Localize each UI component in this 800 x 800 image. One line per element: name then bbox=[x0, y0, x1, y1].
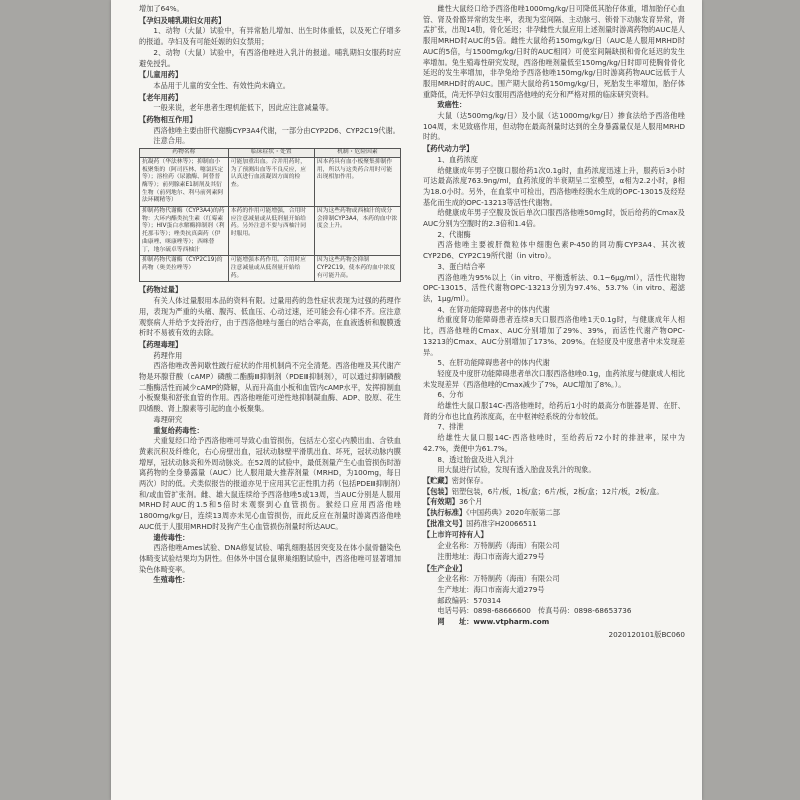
overdose-paragraph: 有关人体过量服用本品的资料有限。过量用药的急性症状表现为过强的药理作用，表现为严重的头痛、腹泻、低血压、心动过速，还可能会有心律不齐。应注意观察病人并给予支持治疗，由于西洛他唑与蛋白的结合率高，在血液透析和腹膜透析时不易被有效的去除。 bbox=[139, 296, 401, 338]
maker-addr-line bbox=[423, 585, 685, 596]
table-header-cell: 药物名称 bbox=[140, 149, 229, 158]
subheading-toxicology-study: 毒理研究 bbox=[153, 414, 183, 424]
pk-subheading-3: 3、蛋白结合率 bbox=[437, 261, 486, 271]
section-heading-elderly: 【老年用药】 bbox=[139, 92, 183, 102]
maker-phone-line bbox=[423, 606, 685, 617]
table-cell-symptom: 可能增强本药作用。合用时应注意减量或从低剂量开始给药。 bbox=[228, 256, 314, 282]
genotoxicity-paragraph: 西洛他唑Ames试验、DNA修复试验、哺乳细胞基因突变及在体小鼠骨髓染色体畸变试验结果均为阴性。但体外中国仓鼠卵巢细胞试验中，西洛他唑可显著增加染色体畸变率。 bbox=[139, 543, 401, 574]
maker-zip-line bbox=[423, 596, 685, 607]
table-row bbox=[140, 207, 401, 256]
section-heading-approval: 【批准文号】 bbox=[423, 518, 467, 528]
mah-addr: 海口市南海大道279号 bbox=[473, 551, 545, 561]
repeat-dose-paragraph: 犬重复经口给予西洛他唑可导致心血管损伤，包括左心室心内膜出血、含铁血黄素沉积及纤维化，右心房壁出血，冠状动脉壁平滑肌出血、坏死，冠状动脉内膜增厚，冠状动脉炎和外周动脉炎。在52周的试验中，最低剂量产生心血管损伤时游离药物的全身暴露量（AUC）比人服用最大推荐剂量（MRHD，为100mg，每日两次）时的低。犬类似报告的报道亦见于应用其它正性肌力药（包括PDEⅢ抑制剂）和/或血管扩张剂。雌、雄大鼠连续给予西洛他唑5或13周，当AUC分别是人服用MRHD时AUC的1.5和5倍时未观察到心血管损伤。猴经口应用西洛他唑1800mg/kg/日，连续13周亦未见心血管损伤，而此反应在剂量时游离西洛他唑AUC低于人服用MRHD时及狗产生心血管损伤剂量时所达AUC。 bbox=[139, 436, 401, 531]
approval-line bbox=[423, 519, 685, 530]
section-heading-standard: 【执行标准】 bbox=[423, 508, 467, 518]
pk-paragraph-5: 给重度肾功能障碍患者连续8天口服西洛他唑1天0.1g时，与健康成年人相比，西洛他唑的Cmax、AUC分别增加了29%、39%，而活性代谢产物OPC-13213的Cmax、AUC分别增加了173%、209%。在轻度及中度患者中未发现差异。 bbox=[423, 315, 685, 357]
section-heading-pharmacokinetics: 【药代动力学】 bbox=[423, 144, 474, 154]
prior-text-line: 增加了64%。 bbox=[139, 4, 184, 13]
maker-web-label: 网 址： bbox=[437, 617, 474, 627]
pk-subheading-7: 7、排泄 bbox=[437, 422, 464, 432]
table-header-row bbox=[140, 149, 401, 158]
table-cell-mechanism: 因为这些药物或西柚汁的成分会抑制CYP3A4，本药的血中浓度会上升。 bbox=[314, 207, 400, 256]
table-row bbox=[140, 157, 401, 206]
pk-paragraph-2: 给健康成年男子空腹及饭后单次口服西洛他唑50mg时，饭后给药的Cmax及AUC分别为空腹时的2.3倍和1.4倍。 bbox=[423, 208, 685, 229]
table-cell-drug: 抗凝药（华法林等）；抑制血小板聚集的（阿司匹林、噻氯匹定等）；溶栓药（尿激酶、阿替普酶等）；前列腺素E1制剂及其衍生物（前列地尔、利马前列素阿法环糊精等） bbox=[140, 157, 229, 206]
table-cell-symptom: 可能加重出血。合并用药时，为了预测出血等不良反应，应认真进行血液凝固方面的检查。 bbox=[228, 157, 314, 206]
drug-interaction-table bbox=[139, 148, 401, 282]
pharmacology-paragraph: 西洛他唑改善间歇性跛行症状的作用机制尚不完全清楚。西洛他唑及其代谢产物是环腺苷酸（cAMP）磷酸二酯酶Ⅲ抑制剂（PDEⅢ抑制剂），可以通过抑制磷酸二酯酶活性而减少cAMP的降解，从而升高血小板和血管内cAMP水平，发挥抑制血小板聚集和舒张血管的作用。西洛他唑能可逆性地抑制凝血酶、ADP、胶原、花生四烯酸、肾上腺素等引起的血小板聚集。 bbox=[139, 361, 401, 414]
validity-text: 36个月 bbox=[458, 497, 483, 507]
package-insert-sheet bbox=[111, 0, 702, 800]
table-cell-mechanism: 因本药具有血小板聚集抑制作用，所以与这类药合用时可能出现相加作用。 bbox=[314, 157, 400, 206]
version-code: 2020120101版BC060 bbox=[608, 629, 685, 639]
mah-name-label: 企业名称： bbox=[437, 541, 474, 551]
table-row bbox=[140, 256, 401, 282]
section-heading-children: 【儿童用药】 bbox=[139, 70, 183, 80]
pk-paragraph-6: 轻度及中度肝功能障碍患者单次口服西洛他唑0.1g，血药浓度与健康成人相比未发现差异（西洛他唑的Cmax减少了7%，AUC增加了8%。）。 bbox=[423, 368, 685, 389]
maker-web-line bbox=[423, 617, 685, 628]
maker-fax: 0898-68653736 bbox=[573, 606, 632, 616]
maker-zip: 570314 bbox=[473, 595, 501, 605]
pregnancy-paragraph-2: 2、动物（大鼠）试验中，有西洛他唑进入乳汁的报道。哺乳期妇女服药时应避免授乳。 bbox=[139, 47, 401, 68]
pk-paragraph-3: 西洛他唑主要被肝微粒体中细胞色素P-450的同功酶CYP3A4、其次被CYP2D6、CYP2C19所代谢（in vitro）。 bbox=[423, 240, 685, 261]
pk-subheading-4: 4、在肾功能障碍患者中的体内代谢 bbox=[437, 304, 550, 314]
mah-addr-line bbox=[423, 552, 685, 563]
validity-line bbox=[423, 497, 685, 508]
pk-subheading-8: 8、透过胎盘及进入乳汁 bbox=[437, 454, 514, 464]
reproductive-paragraph: 雌性大鼠经口给予西洛他唑1000mg/kg/日可降低其胎仔体重，增加胎仔心血管、肾及骨骼异常的发生率，表现为室间隔、主动脉弓、锁骨下动脉发育异常，肾盂扩张，出现14肋，骨化延迟；非孕雌性大鼠应用上述剂量时游离药物的AUC是人服用MRHD时AUC的5倍。雌性大鼠给药150mg/kg/日（AUC是人服用MRHD时AUC的5倍，与1500mg/kg/日时的AUC相同）可使室间隔缺损和骨化延迟的发生率增加。兔生殖毒性研究发现，西洛他唑剂量低至150mg/kg/日时即可使胸骨骨化延迟的发生率增加，非孕兔给予西洛他唑150mg/kg/日时游离药物AUC远低于人服用MRHD时的AUC。围产期大鼠给药150mg/kg/日，死胎发生率增加，胎仔体重降低，尚无怀孕妇女服用西洛他唑的充分和严格对照的临床研究资料。 bbox=[423, 4, 685, 99]
maker-phone: 0898-68666600 bbox=[473, 606, 531, 616]
maker-name-label: 企业名称： bbox=[437, 574, 474, 584]
maker-addr-label: 生产地址： bbox=[437, 584, 474, 594]
standard-line bbox=[423, 508, 685, 519]
interaction-note: 注意合用。 bbox=[153, 136, 190, 146]
subheading-carcinogenicity: 致癌性： bbox=[437, 100, 467, 110]
maker-phone-label: 电话号码： bbox=[437, 606, 474, 616]
approval-text: 国药准字H20066511 bbox=[466, 518, 537, 528]
subheading-repeat-dose: 重复给药毒性： bbox=[153, 425, 204, 435]
pregnancy-paragraph-1: 1、动物（大鼠）试验中，有异常胎儿增加、出生时体重低，以及死亡仔增多的报道。孕妇及有可能妊娠的妇女禁用； bbox=[139, 26, 401, 47]
section-heading-validity: 【有效期】 bbox=[423, 497, 459, 507]
elderly-paragraph: 一般来说，老年患者生理机能低下，因此应注意减量等。 bbox=[153, 103, 334, 113]
interaction-paragraph: 西洛他唑主要由肝代谢酶CYP3A4代谢，一部分由CYP2D6、CYP2C19代谢。 bbox=[153, 125, 400, 135]
section-heading-overdose: 【药物过量】 bbox=[139, 285, 183, 295]
left-column bbox=[139, 4, 401, 586]
table-header-cell: 机制・危险因素 bbox=[314, 149, 400, 158]
table-cell-symptom: 本药的作用可能增强，合用时应注意减量或从低剂量开始给药。另外注意不要与西柚汁同时服用。 bbox=[228, 207, 314, 256]
children-paragraph: 本品用于儿童的安全性、有效性尚未确立。 bbox=[153, 80, 290, 90]
storage-line bbox=[423, 476, 685, 487]
subheading-reproductive: 生殖毒性： bbox=[153, 575, 190, 585]
pk-paragraph-1: 给健康成年男子空腹口服给药1次0.1g时，血药浓度迅速上升，服药后3小时可达最高浓度763.9ng/ml，血药浓度的半衰期呈二室模型，α相为2.2小时，β相为18.0小时。另外，在血浆中可检出，西洛他唑经脱水生成的OPC-13015及经羟基化而生成的OPC-13213等活性代谢物。 bbox=[423, 165, 685, 207]
section-heading-manufacturer: 【生产企业】 bbox=[423, 563, 467, 573]
right-column bbox=[423, 4, 685, 640]
maker-fax-label: 传真号码： bbox=[538, 606, 574, 616]
section-heading-interaction: 【药物相互作用】 bbox=[139, 115, 197, 125]
subheading-pharmacology: 药理作用 bbox=[153, 350, 183, 360]
table-cell-drug: 抑制药物代谢酶（CYP3A4)的药物：大环内酯类抗生素（红霉素等）；HIV蛋白水解酶抑制剂（利托那韦等）；唑类抗真菌药（伊曲康唑、咪康唑等）；西咪替丁，地尔硫卓等西柚汁 bbox=[140, 207, 229, 256]
table-cell-mechanism: 因为这些药物会抑制CYP2C19，使本药的血中浓度有可能升高。 bbox=[314, 256, 400, 282]
section-heading-mah: 【上市许可持有人】 bbox=[423, 530, 488, 540]
pk-subheading-6: 6、分布 bbox=[437, 390, 464, 400]
section-heading-pregnancy: 【孕妇及哺乳期妇女用药】 bbox=[139, 15, 226, 25]
maker-addr: 海口市南海大道279号 bbox=[473, 584, 545, 594]
table-cell-drug: 抑制药物代谢酶（CYP2C19)的药物（奥美拉唑等） bbox=[140, 256, 229, 282]
maker-name: 万特制药（海南）有限公司 bbox=[473, 574, 560, 584]
subheading-genotoxicity: 遗传毒性： bbox=[153, 532, 190, 542]
carcinogenicity-paragraph: 大鼠（达500mg/kg/日）及小鼠（达1000mg/kg/日）掺食法给予西洛他唑104周，未见致癌作用，但动物在最高剂量时达到的全身暴露量仅是人服用MRHD时的。 bbox=[423, 111, 685, 142]
package-text: 铝塑包装，6片/板，1板/盒；6片/板，2板/盒；12片/板，2板/盒。 bbox=[451, 486, 664, 496]
maker-zip-label: 邮政编码： bbox=[437, 595, 474, 605]
package-line bbox=[423, 487, 685, 498]
section-heading-package: 【包装】 bbox=[423, 486, 452, 496]
pk-subheading-1: 1、血药浓度 bbox=[437, 154, 478, 164]
storage-text: 密封保存。 bbox=[451, 475, 488, 485]
section-heading-storage: 【贮藏】 bbox=[423, 475, 452, 485]
standard-text: 《中国药典》2020年版第二部 bbox=[466, 508, 560, 518]
mah-name-line bbox=[423, 541, 685, 552]
pk-subheading-5: 5、在肝功能障碍患者中的体内代谢 bbox=[437, 358, 550, 368]
pk-paragraph-9: 用大鼠进行试验，发现有透入胎盘及乳汁的现象。 bbox=[437, 465, 596, 475]
pk-paragraph-7: 给雄性大鼠口服14C-西洛他唑时，给药后1小时的最高分布脏器是胃、在肝、肾的分布也比血药浓度高，在中枢神经系统的分布较低。 bbox=[423, 401, 685, 421]
section-heading-toxicology: 【药理毒理】 bbox=[139, 339, 183, 349]
mah-name: 万特制药（海南）有限公司 bbox=[473, 541, 560, 551]
pk-subheading-2: 2、代谢酶 bbox=[437, 229, 471, 239]
pk-paragraph-4: 西洛他唑为95%以上（in vitro、平衡透析法、0.1~6μg/ml），活性代谢物OPC-13015、活性代谢物OPC-13213分别为97.4%、53.7%（in vitro、超滤法，1μg/ml）。 bbox=[423, 272, 685, 303]
pk-paragraph-8: 给雄性大鼠口服14C-西洛他唑时，至给药后72小时的排泄率，尿中为42.7%，粪便中为61.7%。 bbox=[423, 433, 685, 453]
maker-name-line bbox=[423, 574, 685, 585]
mah-addr-label: 注册地址： bbox=[437, 551, 474, 561]
maker-website: www.vtpharm.com bbox=[473, 617, 550, 627]
table-header-cell: 临床症状・处置 bbox=[228, 149, 314, 158]
